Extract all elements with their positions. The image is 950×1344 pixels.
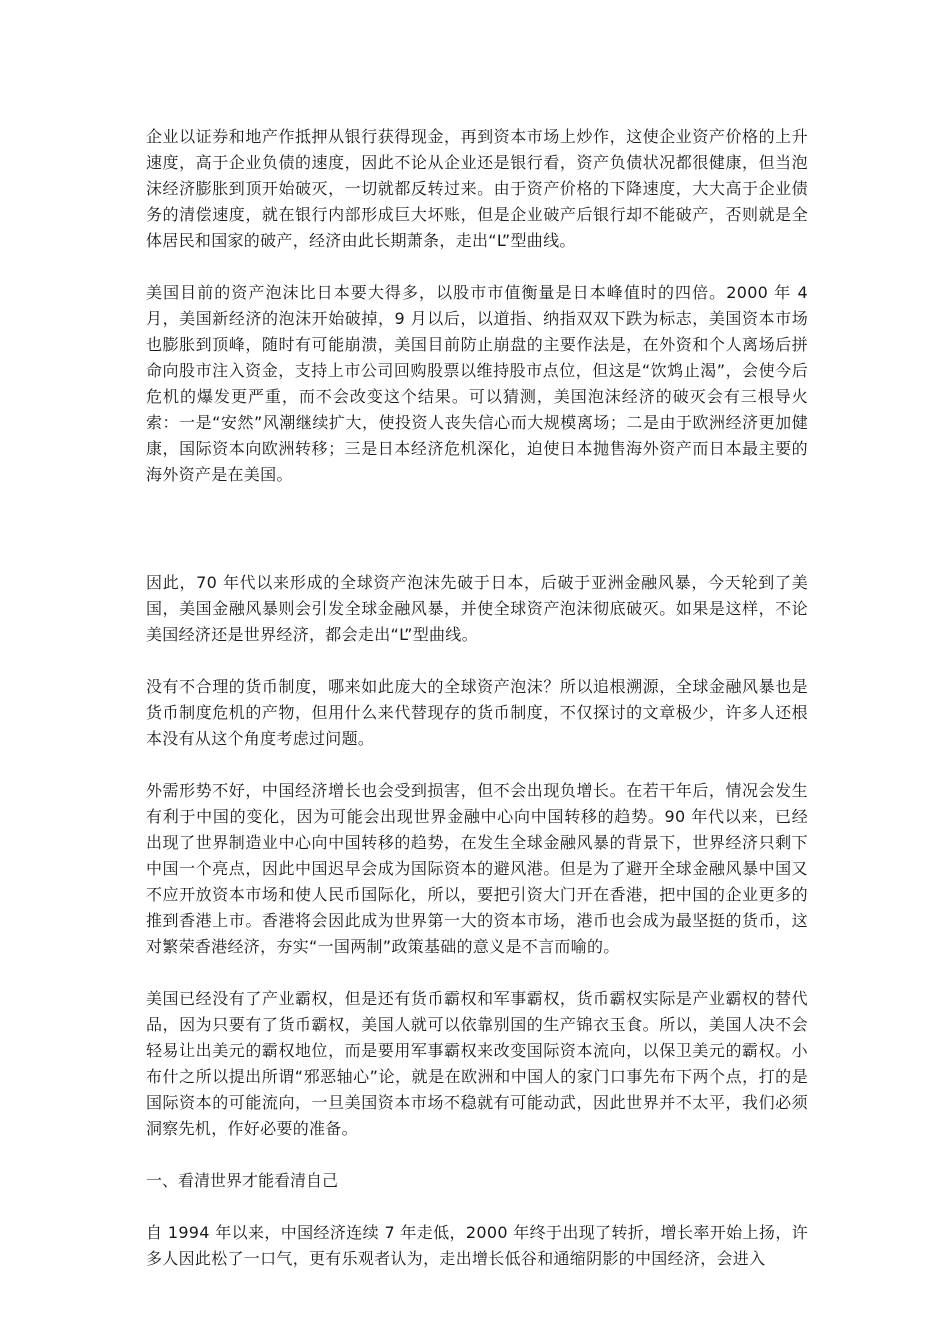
document-page [146, 124, 808, 1272]
paragraph-china-growth: 外需形势不好，中国经济增长也会受到损害，但不会出现负增长。在若干年后，情况会发生有利于中国的变化，因为可能会出现世界金融中心向中国转移的趋势。90 年代以来，已经出现了世界制造业中心向中国转移的趋势，在发生全球金融风暴的背景下，世界经济只剩下中国一个亮点，因此中国迟早会成为国际资本的避风港。但是为了避开全球金融风暴中国又不应开放资本市场和使人民币国际化，所以，要把引资大门开在香港，把中国的企业更多的推到香港上市。香港将会因此成为世界第一大的资本市场，港币也会成为最坚挺的货币，这对繁荣香港经济，夯实“一国两制”政策基础的意义是不言而喻的。 [146, 781, 808, 956]
paragraph-currency-system: 没有不合理的货币制度，哪来如此庞大的全球资产泡沫？所以追根溯源，全球金融风暴也是货币制度危机的产物，但用什么来代替现存的货币制度，不仅探讨的文章极少，许多人还根本没有从这个角度考虑过问题。 [146, 677, 808, 748]
section-heading: 一、看清世界才能看清自己 [146, 1171, 339, 1190]
paragraph-us-asset-bubble: 美国目前的资产泡沫比日本要大得多，以股市市值衡量是日本峰值时的四倍。2000 年 4 月，美国新经济的泡沫开始破掉，9 月以后，以道指、纳指双双下跌为标志，美国资本市场也膨胀到顶峰，随时有可能崩溃，美国目前防止崩盘的主要作法是，在外资和个人离场后拼命向股市注入资金，支持上市公司回购股票以维持股市点位，但这是“饮鸩止渴”，会使今后危机的爆发更严重，而不会改变这个结果。可以猜测，美国泡沫经济的破灭会有三根导火索：一是“安然”风潮继续扩大，使投资人丧失信心而大规模离场；二是由于欧洲经济更加健康，国际资本向欧洲转移；三是日本经济危机深化，迫使日本抛售海外资产而日本最主要的海外资产是在美国。 [146, 283, 808, 484]
paragraph-since-1994: 自 1994 年以来，中国经济连续 7 年走低，2000 年终于出现了转折，增长率开始上扬，许多人因此松了一口气，更有乐观者认为，走出增长低谷和通缩阴影的中国经济，会进入 [146, 1223, 808, 1268]
paragraph-global-bubble: 因此，70 年代以来形成的全球资产泡沫先破于日本，后破于亚洲金融风暴，今天轮到了美国，美国金融风暴则会引发全球金融风暴，并使全球资产泡沫彻底破灭。如果是这样，不论美国经济还是世界经济，都会走出“L”型曲线。 [146, 573, 808, 644]
paragraph-us-hegemony: 美国已经没有了产业霸权，但是还有货币霸权和军事霸权，货币霸权实际是产业霸权的替代品，因为只要有了货币霸权，美国人就可以依靠别国的生产锦衣玉食。所以，美国人决不会轻易让出美元的霸权地位，而是要用军事霸权来改变国际资本流向，以保卫美元的霸权。小布什之所以提出所谓“邪恶轴心”论，就是在欧洲和中国人的家门口事先布下两个点，打的是国际资本的可能流向，一旦美国资本市场不稳就有可能动武，因此世界并不太平，我们必须洞察先机，作好必要的准备。 [146, 989, 808, 1138]
paragraph-asset-bubble-japan: 企业以证券和地产作抵押从银行获得现金，再到资本市场上炒作，这使企业资产价格的上升速度，高于企业负债的速度，因此不论从企业还是银行看，资产负债状况都很健康，但当泡沫经济膨胀到顶开始破灭，一切就都反转过来。由于资产价格的下降速度，大大高于企业债务的清偿速度，就在银行内部形成巨大坏账，但是企业破产后银行却不能破产，否则就是全体居民和国家的破产，经济由此长期萧条，走出“L”型曲线。 [146, 127, 808, 250]
